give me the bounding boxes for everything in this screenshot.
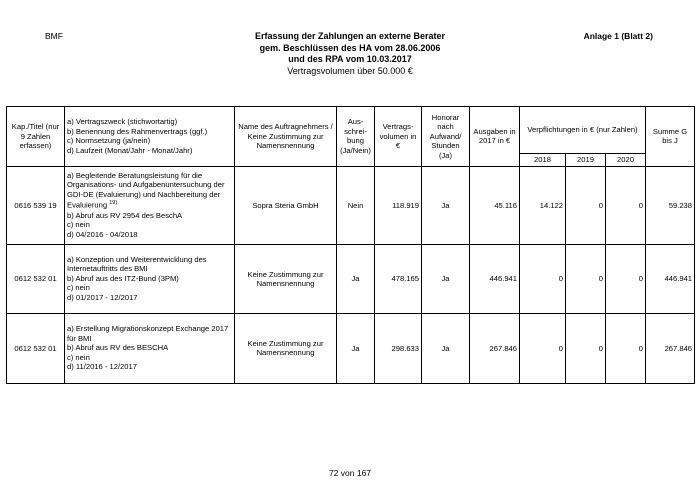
tender-cell: Ja	[337, 313, 375, 383]
ministry-label: BMF	[45, 31, 63, 41]
header-desc-b: b) Benennung des Rahmenvertrags (ggf.)	[67, 126, 208, 136]
tender-cell: Nein	[337, 166, 375, 244]
header-desc-c: c) Normsetzung (ja/nein)	[67, 136, 151, 146]
header-kap: Kap./Titel (nur 9 Zahlen erfassen)	[7, 107, 65, 167]
document-title	[0, 31, 700, 77]
expenses-2017-cell: 45.116	[470, 166, 520, 244]
header-honorar: Honorar nach Aufwand/ Stunden (Ja)	[422, 107, 470, 167]
header-desc-d: d) Laufzeit (Monat/Jahr - Monat/Jahr)	[67, 145, 193, 155]
expenses-2017-cell: 446.941	[470, 244, 520, 313]
footnote-ref: 19)	[109, 200, 118, 207]
contractor-cell: Keine Zustimmung zur Namensnennung	[235, 244, 337, 313]
header-summe: Summe G bis J	[646, 107, 695, 167]
title-line-3: und des RPA vom 10.03.2017	[288, 54, 412, 64]
table-row	[7, 166, 695, 244]
table-row	[7, 313, 695, 383]
desc-c: c) nein	[67, 352, 90, 362]
desc-a: a) Erstellung Migrationskonzept Exchange 2017 für BMI	[67, 324, 229, 343]
commitment-2020-cell: 0	[606, 313, 646, 383]
desc-a: a) Begleitende Beratungsleistung für die Organisations- und Aufgabenuntersuchung der GDI-DE (Evaluierung) und Nachbereitung der Evaluierung	[67, 170, 225, 211]
header-verpflichtungen: Verpflichtungen in € (nur Zahlen)	[520, 107, 646, 154]
header-ausschreibung: Aus-schrei-bung (Ja/Nein)	[337, 107, 375, 167]
commitment-2018-cell: 0	[520, 244, 566, 313]
header-year-2018: 2018	[520, 154, 566, 167]
fee-cell: Ja	[422, 244, 470, 313]
desc-a: a) Konzeption und Weiterentwicklung des Internetauftritts des BMI	[67, 254, 207, 274]
commitment-2019-cell: 0	[566, 244, 606, 313]
contractor-cell: Keine Zustimmung zur Namensnennung	[235, 313, 337, 383]
description-cell	[65, 313, 235, 383]
fee-cell: Ja	[422, 166, 470, 244]
expenses-2017-cell: 267.846	[470, 313, 520, 383]
description-cell	[65, 166, 235, 244]
desc-b: b) Abruf aus des ITZ-Bund (3PM)	[67, 273, 179, 283]
desc-b: b) Abruf aus RV des BESCHA	[67, 343, 169, 353]
desc-c: c) nein	[67, 220, 90, 230]
desc-d: d) 01/2017 - 12/2017	[67, 292, 138, 302]
kap-cell: 0616 539 19	[7, 166, 65, 244]
desc-d: d) 04/2016 - 04/2018	[67, 229, 138, 239]
commitment-2019-cell: 0	[566, 313, 606, 383]
header-ausgaben: Ausgaben in 2017 in €	[470, 107, 520, 167]
desc-c: c) nein	[67, 283, 90, 293]
sum-cell: 59.238	[646, 166, 695, 244]
title-line-2: gem. Beschlüssen des HA vom 28.06.2006	[259, 42, 441, 53]
description-cell	[65, 244, 235, 313]
sum-cell: 446.941	[646, 244, 695, 313]
desc-b: b) Abruf aus RV 2954 des BeschA	[67, 210, 183, 220]
title-line-1: Erfassung der Zahlungen an externe Berater	[254, 31, 446, 41]
header-vertragsvolumen: Vertrags-volumen in €	[375, 107, 422, 167]
commitment-2018-cell: 0	[520, 313, 566, 383]
header-name: Name des Auftragnehmers / Keine Zustimmung zur Namensnennung	[235, 107, 337, 167]
header-desc-a: a) Vertragszweck (stichwortartig)	[67, 117, 178, 127]
payments-table	[6, 106, 695, 384]
desc-d: d) 11/2016 - 12/2017	[67, 362, 137, 372]
contract-volume-cell: 118.919	[375, 166, 422, 244]
page-number: 72 von 167	[328, 468, 372, 478]
kap-cell: 0612 532 01	[7, 313, 65, 383]
fee-cell: Ja	[422, 313, 470, 383]
commitment-2020-cell: 0	[606, 244, 646, 313]
commitment-2019-cell: 0	[566, 166, 606, 244]
commitment-2020-cell: 0	[606, 166, 646, 244]
sum-cell: 267.846	[646, 313, 695, 383]
table-row	[7, 244, 695, 313]
kap-cell: 0612 532 01	[7, 244, 65, 313]
contract-volume-cell: 478.165	[375, 244, 422, 313]
annex-label: Anlage 1 (Blatt 2)	[583, 31, 653, 41]
commitment-2018-cell: 14.122	[520, 166, 566, 244]
contract-volume-cell: 298.633	[375, 313, 422, 383]
header-year-2019: 2019	[566, 154, 606, 167]
contractor-cell: Sopra Steria GmbH	[235, 166, 337, 244]
header-year-2020: 2020	[606, 154, 646, 167]
title-line-4: Vertragsvolumen über 50.000 €	[287, 65, 413, 76]
header-description	[65, 107, 235, 167]
tender-cell: Ja	[337, 244, 375, 313]
